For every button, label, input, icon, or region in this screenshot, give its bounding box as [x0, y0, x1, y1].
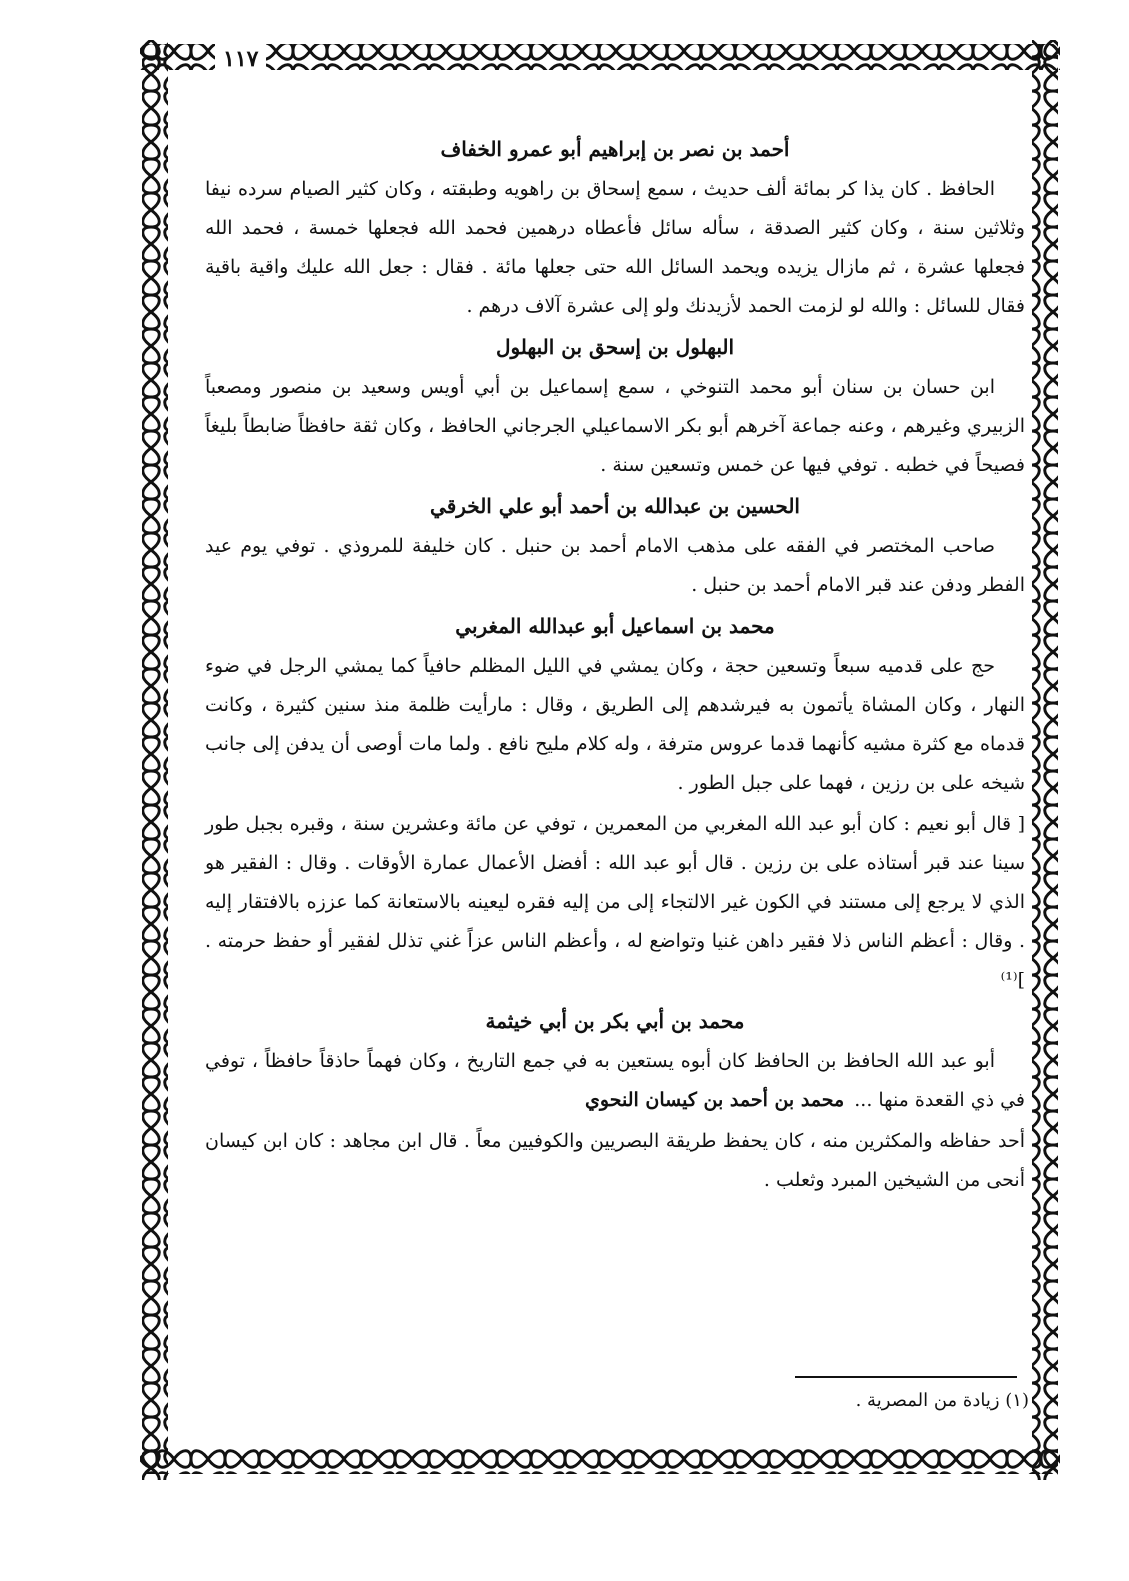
entry-title: البهلول بن إسحق بن البهلول: [495, 335, 735, 359]
entry-paragraph: [205, 1042, 1025, 1120]
entry-paragraph: صاحب المختصر في الفقه على مذهب الامام أحمد بن حنبل . كان خليفة للمروذي . توفي يوم عيد الفطر ودفن عند قبر الامام أحمد بن حنبل .: [205, 535, 1025, 596]
entry-paragraph: أحد حفاظه والمكثرين منه ، كان يحفظ طريقة البصريين والكوفيين معاً . قال ابن مجاهد : كان ابن كيسان أنحى من الشيخين المبرد وثعلب .: [205, 1130, 1025, 1191]
inline-entry-title: محمد بن أحمد بن كيسان النحوي: [585, 1089, 845, 1111]
entry-title: محمد بن أبي بكر بن أبي خيثمة: [485, 1009, 745, 1033]
entry-paragraph-bracketed: [ قال أبو نعيم : كان أبو عبد الله المغربي من المعمرين ، توفي عن مائة وعشرين سنة ، وقبره بجبل طور سينا عند قبر أستاذه على بن رزين . قال أبو عبد الله : أفضل الأعمال عمارة الأوقات . وقال : الفقير هو الذي لا يرجع إلى مستند في الكون غير الالتجاء إلى من إليه فقره ليعينه بالاستعانة كما عززه بالافتقار إليه . وقال : أعظم الناس ذلا فقير داهن غنيا وتواضع له ، وأعظم الناس عزاً غني تذلل لفقير أو حفظ حرمته . ]⁽¹⁾: [205, 813, 1025, 991]
page-body: [205, 128, 1025, 1202]
entry-paragraph: ابن حسان بن سنان أبو محمد التنوخي ، سمع إسماعيل بن أبي أويس وسعيد بن منصور ومصعباً الزبيري وغيرهم ، وعنه جماعة آخرهم أبو بكر الاسماعيلي الجرجاني الحافظ ، وكان ثقة حافظاً ضابطاً بليغاً فصيحاً في خطبه . توفي فيها عن خمس وتسعين سنة .: [205, 376, 1025, 476]
entry-paragraph: الحافظ . كان يذا كر بمائة ألف حديث ، سمع إسحاق بن راهويه وطبقته ، وكان كثير الصيام سرده نيفا وثلاثين سنة ، وكان كثير الصدقة ، سأله سائل فأعطاه درهمين فحمد الله فجعلها خمسة ، فحمد الله فجعلها عشرة ، ثم مازال يزيده ويحمد السائل الله حتى جعلها مائة . فقال : جعل الله عليك واقية باقية فقال للسائل : والله لو لزمت الحمد لأزيدنك ولو إلى عشرة آلاف درهم .: [205, 178, 1025, 317]
entry-paragraph: حج على قدميه سبعاً وتسعين حجة ، وكان يمشي في الليل المظلم حافياً كما يمشي الرجل في ضوء النهار ، وكان المشاة يأتمون به فيرشدهم إلى الطريق ، وقال : مارأيت ظلمة منذ سنين كثيرة ، وكانت قدماه مع كثرة مشيه كأنهما قدما عروس مترفة ، وله كلام مليح نافع . ولما مات أوصى أن يدفن إلى جانب شيخه على بن رزين ، فهما على جبل الطور .: [205, 655, 1025, 794]
footnote-divider: [795, 1376, 1017, 1378]
page-number: ١١٧: [215, 44, 266, 74]
entry-title: الحسين بن عبدالله بن أحمد أبو علي الخرقي: [430, 494, 800, 518]
entry-title: أحمد بن نصر بن إبراهيم أبو عمرو الخفاف: [440, 137, 790, 161]
entry-text: أبو عبد الله الحافظ بن الحافظ كان أبوه يستعين به في جمع التاريخ ، وكان فهماً حاذقاً حافظاً ، توفي في ذي القعدة منها ...: [205, 1050, 1025, 1111]
footnote: (١) زيادة من المصرية .: [855, 1390, 1029, 1411]
entry-title: محمد بن اسماعيل أبو عبدالله المغربي: [455, 614, 775, 638]
